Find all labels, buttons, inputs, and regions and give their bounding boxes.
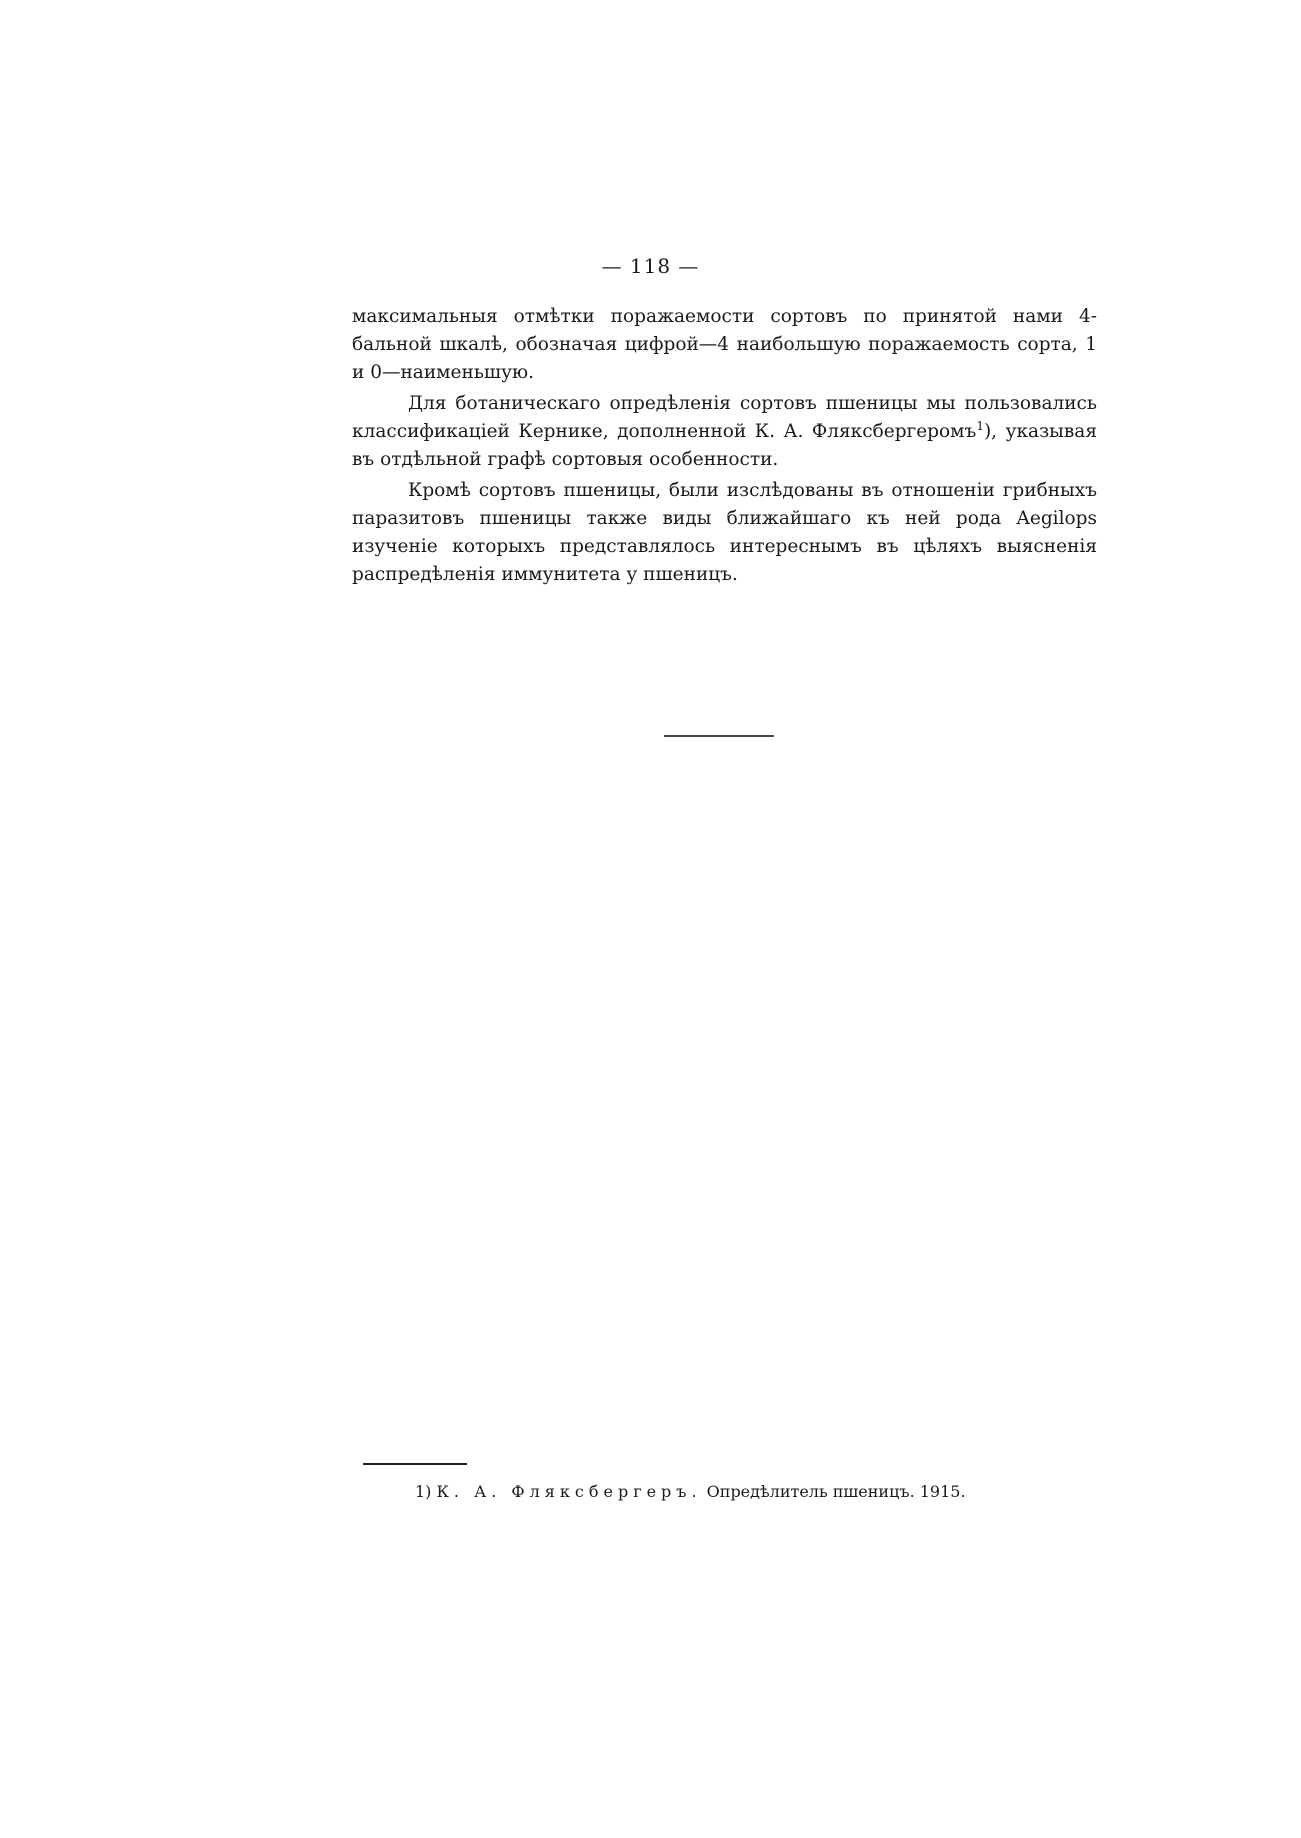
- paragraph-text: ), указывая въ отдѣльной графѣ сортовыя особенности.: [352, 421, 1097, 470]
- footnote-author: К. А. Фляксбергеръ.: [436, 1482, 702, 1501]
- footnote-marker: 1): [415, 1482, 432, 1501]
- footnote: [415, 1481, 1095, 1503]
- paragraph: [352, 390, 1097, 474]
- section-separator: [664, 735, 774, 737]
- page-number: — 118 —: [601, 254, 700, 278]
- paragraph: максимальныя отмѣтки поражаемости сортовъ по принятой нами 4-бальной шкалѣ, обозначая цифрой—4 наибольшую поражаемость сорта, 1 и 0—наименьшую.: [352, 306, 1097, 383]
- paragraph: Кромѣ сортовъ пшеницы, были изслѣдованы въ отношеніи грибныхъ паразитовъ пшеницы также виды ближайшаго къ ней рода Aegilops изученіе которыхъ представлялось интереснымъ въ цѣляхъ выясненія распредѣленія иммунитета у пшеницъ.: [352, 480, 1097, 585]
- footnote-rule: [363, 1463, 467, 1465]
- footnote-reference[interactable]: 1: [976, 419, 984, 433]
- body-text: [352, 303, 1097, 589]
- footnote-text: Опредѣлитель пшеницъ. 1915.: [706, 1482, 966, 1501]
- paragraph-text: Для ботаническаго опредѣленія сортовъ пшеницы мы пользовались классификаціей Кернике, дополненной К. А. Фляксбергеромъ: [352, 393, 1097, 442]
